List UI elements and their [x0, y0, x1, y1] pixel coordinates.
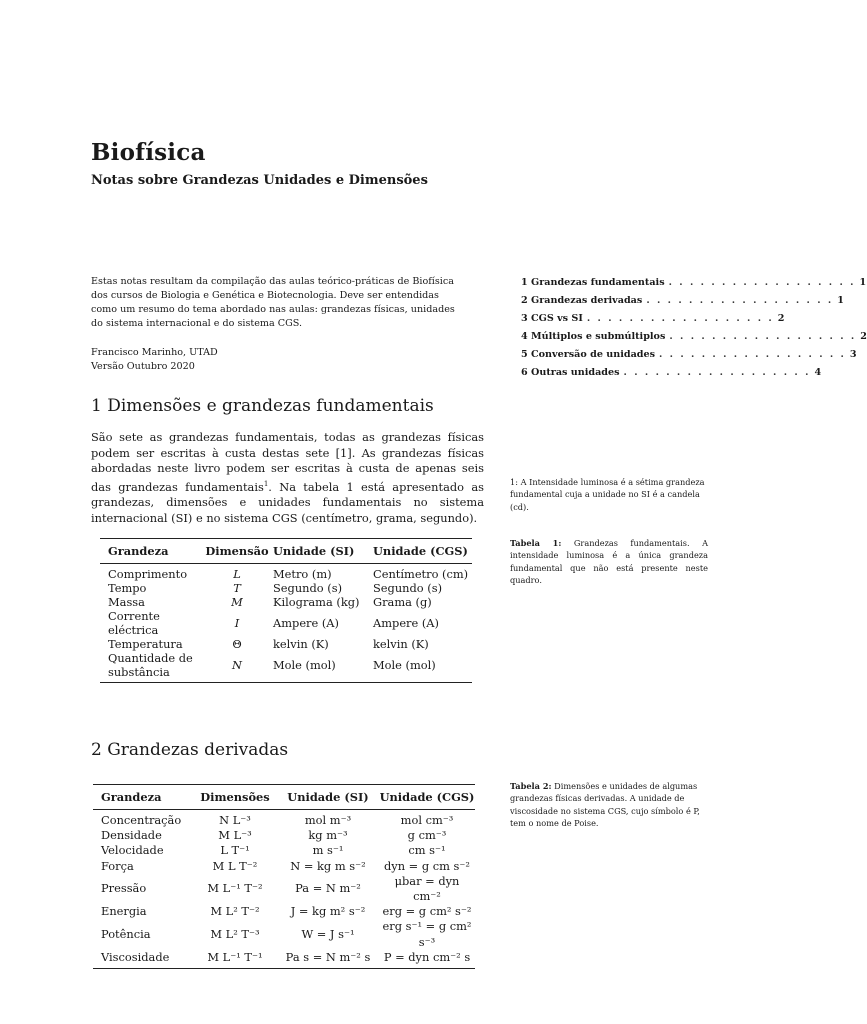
side-footnote: 1: A Intensidade luminosa é a sétima grandeza fundamental cuja a unidade no SI é a candela (cd).: [510, 477, 705, 512]
table-row: [100, 581, 472, 595]
table-header-row: [100, 539, 472, 564]
column-header: Unidade (SI): [273, 539, 373, 564]
caption-label: Tabela 2:: [510, 781, 552, 791]
table-cell: Segundo (s): [373, 581, 443, 595]
table-cell: mol cm⁻³: [400, 813, 454, 827]
table-cell: M L² T⁻²: [210, 904, 260, 919]
table-row: [93, 810, 475, 829]
column-header: Dimensões: [193, 785, 277, 810]
table-cell: M L⁻³: [218, 828, 252, 843]
toc-entry[interactable]: [521, 327, 867, 345]
page-subtitle: Notas sobre Grandezas Unidades e Dimensões: [91, 173, 428, 188]
table-cell: kelvin (K): [273, 637, 329, 651]
table-cell: Temperatura: [108, 637, 183, 651]
table-header-row: [93, 785, 475, 810]
toc-label: 1 Grandezas fundamentais: [521, 276, 665, 288]
table-cell: J = kg m² s⁻²: [290, 904, 366, 919]
table-row: [100, 564, 472, 582]
toc-label: 2 Grandezas derivadas: [521, 294, 643, 306]
page-title: Biofísica: [91, 139, 206, 166]
toc-leader: . . . . . . . . . . . . . . . . . .: [669, 330, 857, 342]
toc-leader: . . . . . . . . . . . . . . . . . .: [659, 348, 846, 360]
toc-page: 2: [777, 312, 785, 324]
table-cell: N = kg m s⁻²: [290, 858, 366, 873]
table-cell: M L² T⁻³: [210, 927, 260, 942]
column-header: Grandeza: [93, 785, 193, 810]
column-header: Grandeza: [100, 539, 201, 564]
table-cell: Ampere (A): [273, 616, 339, 630]
column-header: Unidade (SI): [277, 785, 379, 810]
table-cell: m s⁻¹: [312, 843, 344, 858]
toc-page: 3: [849, 348, 857, 360]
table-cell: Kilograma (kg): [273, 595, 360, 609]
table-cell: μbar = dyn cm⁻²: [394, 873, 460, 904]
table-cell: P = dyn cm⁻² s: [383, 949, 471, 964]
caption-label: Tabela 1:: [510, 538, 562, 548]
table-cell: Viscosidade: [101, 949, 170, 964]
table-row: [93, 950, 475, 969]
citation-link[interactable]: 1: [340, 445, 348, 460]
author-block: [91, 346, 218, 374]
toc-leader: . . . . . . . . . . . . . . . . . .: [646, 294, 834, 306]
table-cell: Segundo (s): [273, 581, 343, 595]
table-cell: M L⁻¹ T⁻²: [207, 881, 263, 896]
table-of-contents: [521, 273, 867, 381]
column-header: Dimensão: [201, 539, 273, 564]
toc-entry[interactable]: [521, 345, 857, 363]
table-cell: kg m⁻³: [308, 828, 348, 843]
table-cell: kelvin (K): [373, 637, 429, 651]
toc-label: 6 Outras unidades: [521, 366, 620, 378]
table-cell: T: [233, 581, 241, 595]
table-cell: Massa: [108, 595, 145, 609]
table-cell: Pressão: [101, 881, 147, 896]
footnote-marker[interactable]: 1: [263, 479, 269, 488]
table-2-caption: [510, 780, 708, 830]
table-cell: Densidade: [101, 828, 162, 843]
table-cell: I: [234, 616, 240, 630]
section-1-paragraph: [91, 430, 484, 526]
toc-label: 5 Conversão de unidades: [521, 348, 655, 360]
table-row: [100, 637, 472, 651]
table-cell: erg = g cm² s⁻²: [382, 904, 472, 919]
table-cell: Mole (mol): [273, 658, 336, 672]
caption-text: Dimensões e unidades de algumas grandezas físicas derivadas. A unidade de viscosidade no sistema CGS, cujo símbolo é P, tem o nome de Poise.: [510, 781, 700, 829]
table-cell: dyn = g cm s⁻²: [384, 858, 470, 873]
table-cell: Tempo: [108, 581, 147, 595]
table-cell: Velocidade: [101, 843, 164, 858]
toc-leader: . . . . . . . . . . . . . . . . . .: [668, 276, 856, 288]
paragraph-text: São sete as grandezas fundamentais, todas as grandezas físicas podem ser escritas à custa destas sete [: [91, 430, 484, 460]
table-row: [93, 843, 475, 858]
column-header: Unidade (CGS): [373, 539, 472, 564]
toc-leader: . . . . . . . . . . . . . . . . . .: [586, 312, 774, 324]
table-row: [93, 904, 475, 919]
toc-entry[interactable]: [521, 273, 867, 291]
table-1-caption: [510, 537, 708, 587]
table-cell: Corrente eléctrica: [108, 609, 160, 637]
section-2-heading: 2 Grandezas derivadas: [91, 740, 289, 760]
toc-entry[interactable]: [521, 363, 822, 381]
paragraph-text: . Na tabela 1 está apresentado as grandezas, dimensões e unidades fundamentais no sistema internacional (SI) e no sistema CGS (centímetro, grama, segundo).: [91, 479, 484, 525]
table-row: [93, 828, 475, 843]
fundamental-quantities-table: [100, 538, 472, 683]
table-cell: Potência: [101, 927, 151, 942]
intro-paragraph: Estas notas resultam da compilação das aulas teórico-práticas de Biofísica dos cursos de Biologia e Genética e Biotecnologia. Deve ser entendidas como um resumo do tema abordado nas aulas: grandezas físicas, unidades do sistema internacional e do sistema CGS.: [91, 276, 455, 329]
table-cell: Pa s = N m⁻² s: [285, 949, 371, 964]
toc-page: 1: [859, 276, 867, 288]
caption-text: Grandezas fundamentais. A intensidade luminosa é a única grandeza fundamental que não está presente neste quadro.: [510, 538, 708, 586]
table-cell: N L⁻³: [219, 813, 251, 827]
table-cell: Energia: [101, 904, 147, 919]
table-cell: N: [232, 658, 242, 672]
table-row: [100, 595, 472, 609]
table-cell: erg s⁻¹ = g cm² s⁻³: [382, 919, 472, 949]
table-cell: M L⁻¹ T⁻¹: [207, 949, 263, 964]
table-cell: Grama (g): [373, 595, 432, 609]
toc-entry[interactable]: [521, 291, 844, 309]
table-cell: Comprimento: [108, 567, 188, 581]
table-row: [100, 651, 472, 683]
table-row: [93, 919, 475, 949]
table-cell: cm s⁻¹: [408, 843, 446, 858]
table-cell: g cm⁻³: [407, 828, 447, 843]
column-header: Unidade (CGS): [379, 785, 475, 810]
table-cell: L: [233, 567, 241, 581]
table-row: [93, 859, 475, 874]
table-cell: W = J s⁻¹: [301, 927, 355, 942]
version-date: Versão Outubro 2020: [91, 361, 195, 372]
toc-label: 3 CGS vs SI: [521, 312, 583, 324]
table-cell: Centímetro (cm): [373, 567, 469, 581]
toc-entry[interactable]: [521, 309, 785, 327]
toc-label: 4 Múltiplos e submúltiplos: [521, 330, 666, 342]
table-cell: M: [231, 595, 243, 609]
table-cell: L T⁻¹: [220, 843, 250, 858]
section-1-heading: 1 Dimensões e grandezas fundamentais: [91, 396, 434, 416]
toc-page: 2: [860, 330, 867, 342]
table-row: [93, 874, 475, 904]
toc-page: 1: [837, 294, 844, 306]
table-cell: Metro (m): [273, 567, 332, 581]
table-cell: Pa = N m⁻²: [295, 881, 361, 896]
author-name: Francisco Marinho, UTAD: [91, 347, 218, 358]
table-cell: Mole (mol): [373, 658, 436, 672]
table-row: [100, 609, 472, 637]
table-cell: M L T⁻²: [212, 858, 258, 873]
toc-page: 4: [814, 366, 822, 378]
paragraph-text: ]. As grandezas físicas abordadas neste livro podem ser escritas à custa de apenas seis das grandezas fundamentais: [91, 445, 484, 494]
table-cell: Θ: [232, 637, 242, 651]
table-cell: Força: [101, 858, 134, 873]
table-cell: Quantidade de substância: [108, 651, 193, 679]
toc-leader: . . . . . . . . . . . . . . . . . .: [623, 366, 811, 378]
table-cell: Concentração: [101, 813, 182, 827]
table-cell: mol m⁻³: [304, 813, 352, 827]
table-cell: Ampere (A): [373, 616, 439, 630]
derived-quantities-table: [93, 784, 475, 969]
